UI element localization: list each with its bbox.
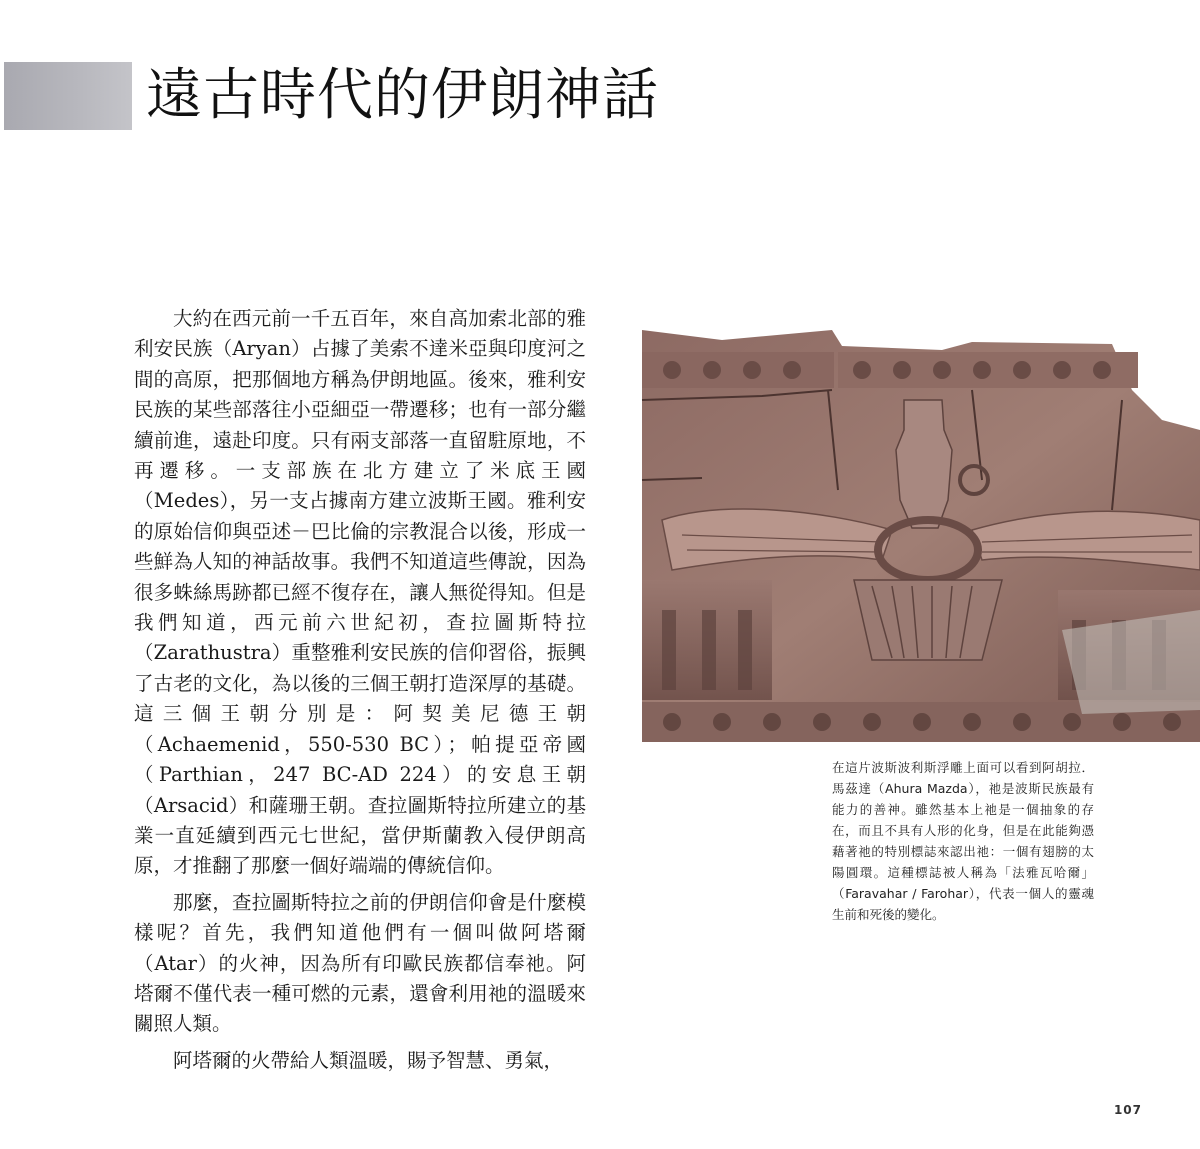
page-title: 遠古時代的伊朗神話 (146, 63, 659, 128)
photo-caption: 在這片波斯波利斯浮雕上面可以看到阿胡拉．馬茲達（Ahura Mazda），祂是波斯民族最有能力的善神。雖然基本上祂是一個抽象的存在，而且不具有人形的化身，但是在此能夠憑藉著祂的特別標誌來認出祂：一個有翅膀的太陽圓環。這種標誌被人稱為「法雅瓦哈爾」（Faravahar / Farohar），代表一個人的靈魂生前和死後的變化。 (832, 760, 1094, 922)
page-number: 107 (1113, 1103, 1142, 1117)
paragraph-2: 那麼，查拉圖斯特拉之前的伊朗信仰會是什麼模樣呢？首先，我們知道他們有一個叫做阿塔爾（Atar）的火神，因為所有印歐民族都信奉祂。阿塔爾不僅代表一種可燃的元素，還會利用祂的溫暖來關照人類。 (134, 890, 586, 1036)
title-accent-bar (4, 62, 132, 130)
faravahar-relief-photo (642, 330, 1200, 742)
paragraph-1: 大約在西元前一千五百年，來自高加索北部的雅利安民族（Aryan）占據了美索不達米亞與印度河之間的高原，把那個地方稱為伊朗地區。後來，雅利安民族的某些部落往小亞細亞一帶遷移；也有一部分繼續前進，遠赴印度。只有兩支部落一直留駐原地，不再遷移。一支部族在北方建立了米底王國（Medes），另一支占據南方建立波斯王國。雅利安的原始信仰與亞述－巴比倫的宗教混合以後，形成一些鮮為人知的神話故事。我們不知道這些傳說，因為很多蛛絲馬跡都已經不復存在，讓人無從得知。但是我們知道，西元前六世紀初，查拉圖斯特拉（Zarathustra）重整雅利安民族的信仰習俗，振興了古老的文化，為以後的三個王朝打造深厚的基礎。這三個王朝分別是：阿契美尼德王朝（Achaemenid，550-530 BC）；帕提亞帝國（Parthian，247 BC-AD 224）的安息王朝（Arsacid）和薩珊王朝。查拉圖斯特拉所建立的基業一直延續到西元七世紀，當伊斯蘭教入侵伊朗高原，才推翻了那麼一個好端端的傳統信仰。 (134, 307, 586, 878)
body-text (134, 304, 586, 1082)
paragraph-3: 阿塔爾的火帶給人類溫暖，賜予智慧、勇氣， (173, 1048, 564, 1072)
